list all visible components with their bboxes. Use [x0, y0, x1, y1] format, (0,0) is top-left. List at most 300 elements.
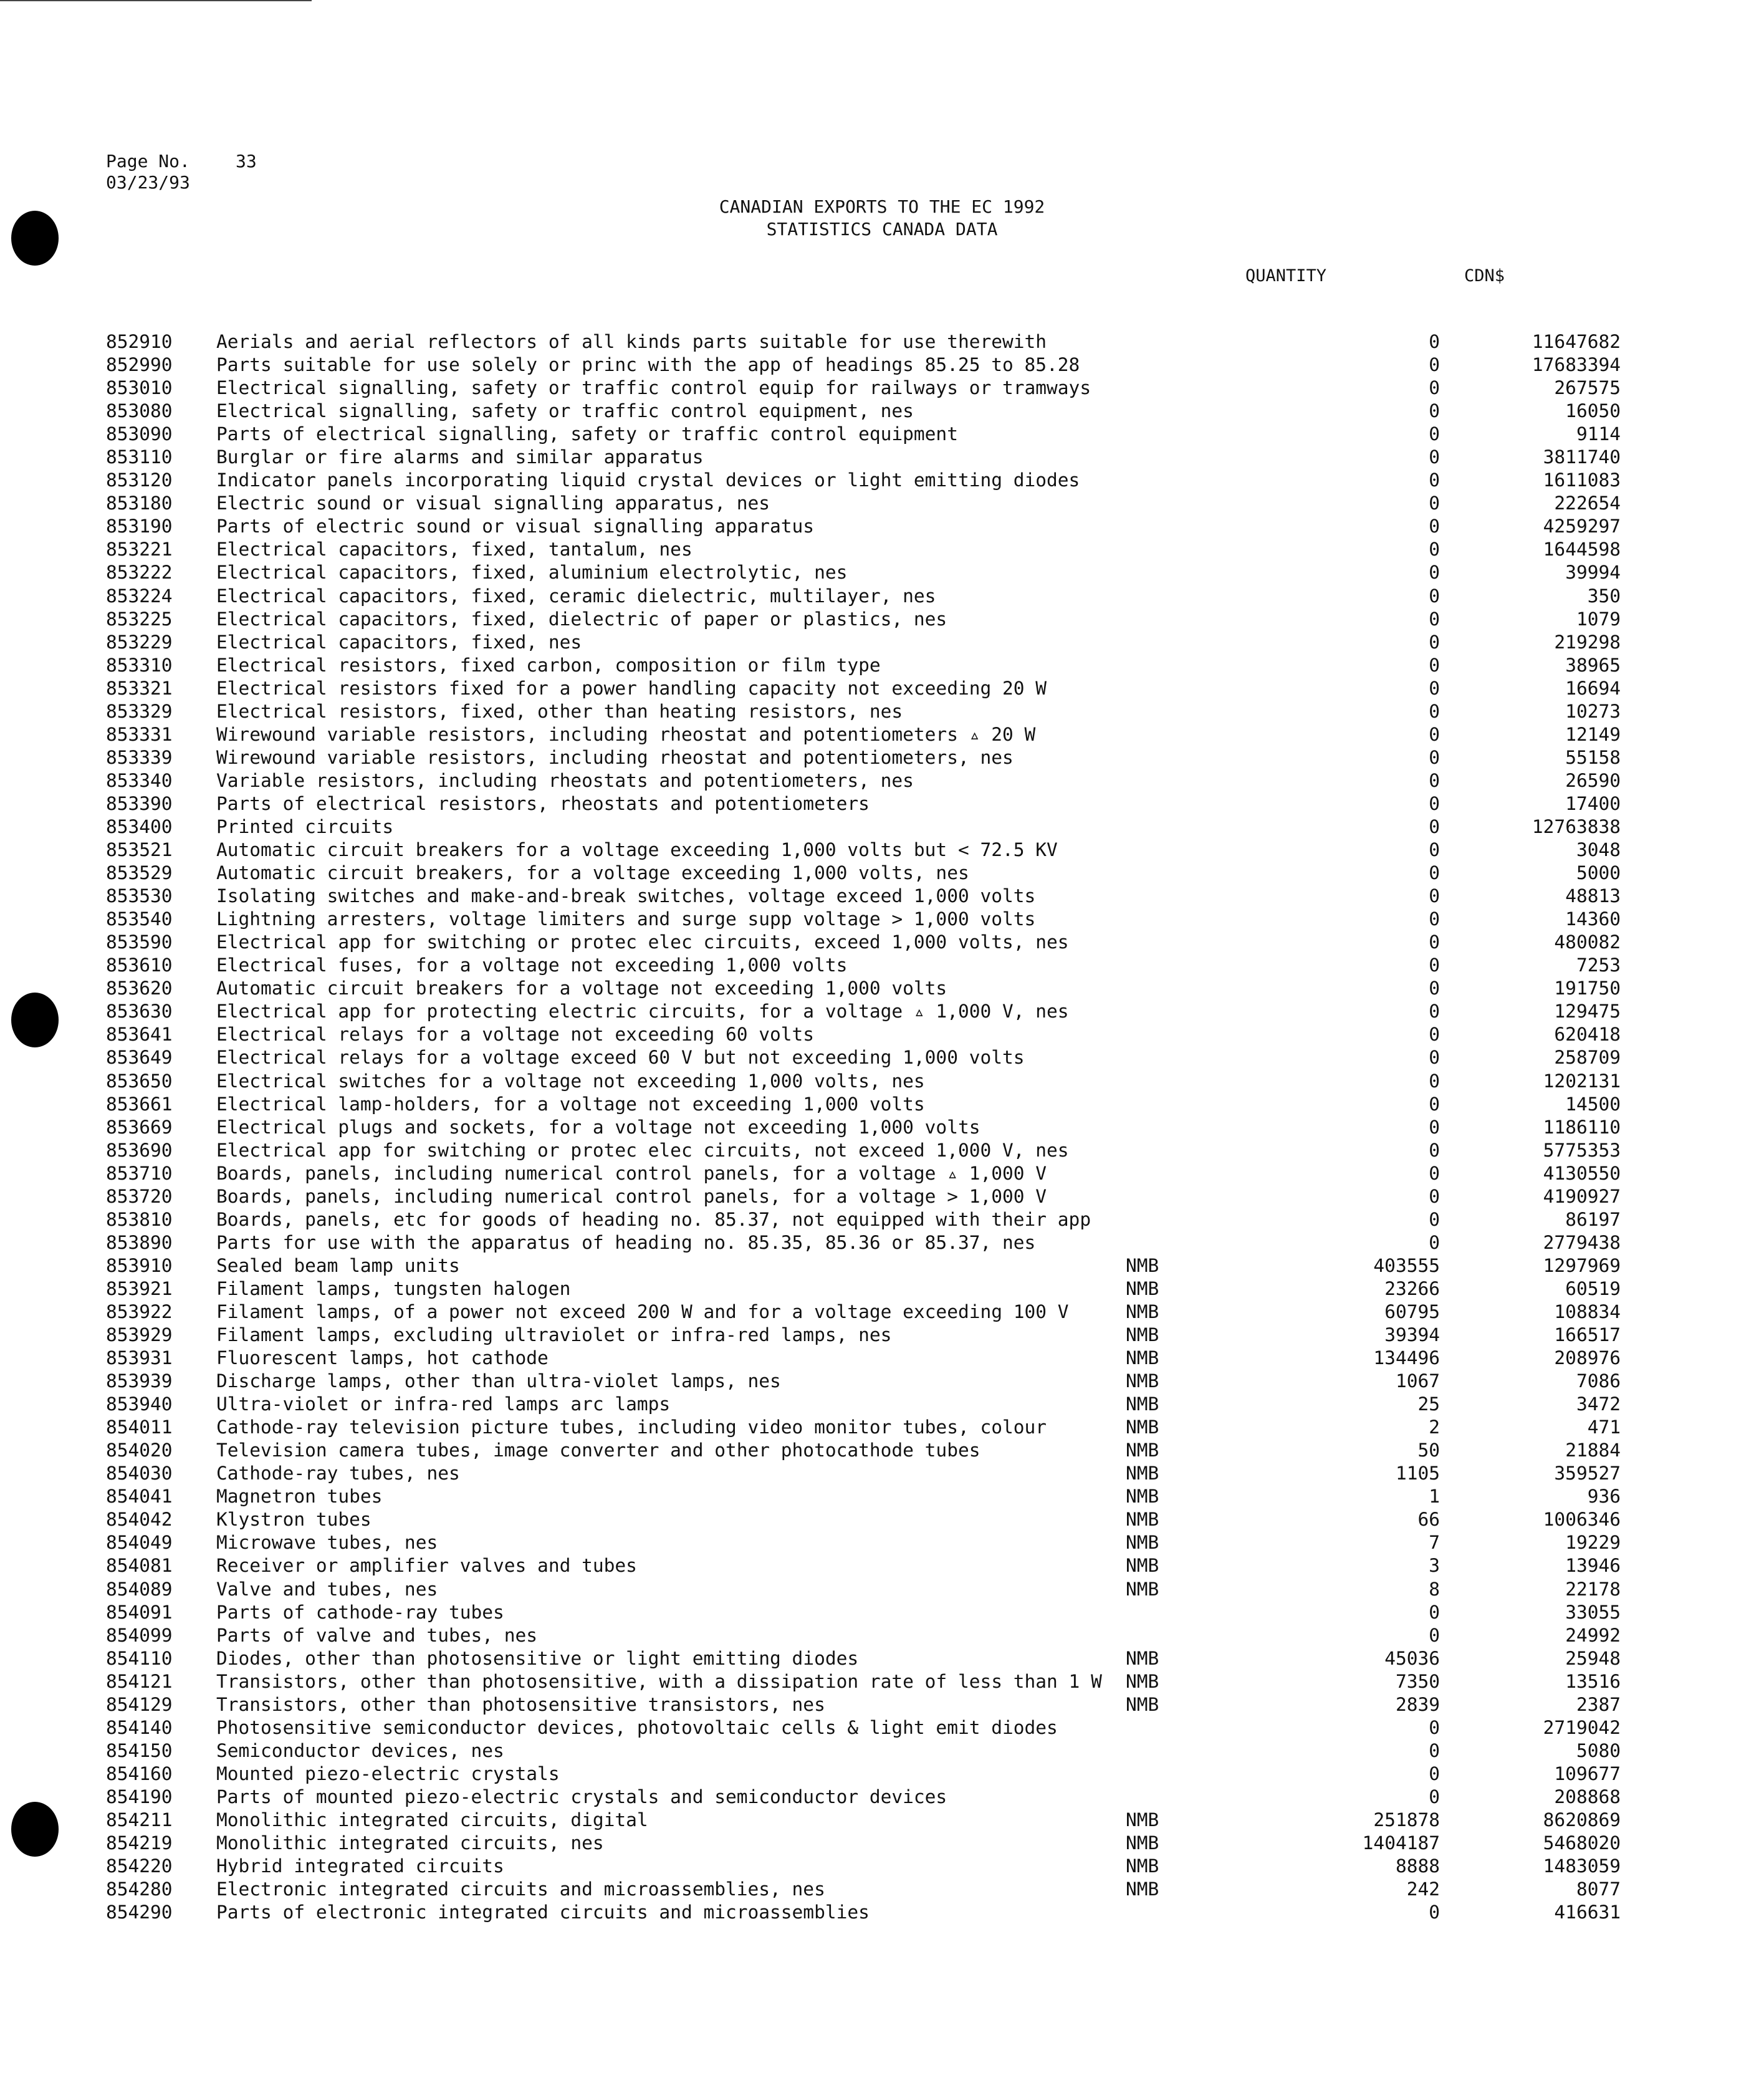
table-row: [106, 585, 1621, 608]
cdn-dollar-value: 208976: [1554, 1347, 1621, 1369]
cdn-dollar-value: 19229: [1565, 1532, 1621, 1554]
quantity-value: 66: [1417, 1509, 1440, 1531]
quantity-value: 0: [1429, 769, 1440, 791]
table-row: [106, 1670, 1621, 1693]
cdn-dollar-value: 1297969: [1543, 1254, 1621, 1276]
quantity-value: 0: [1429, 1001, 1440, 1022]
commodity-code: 853329: [106, 700, 173, 722]
cdn-dollar-value: 5000: [1576, 862, 1621, 884]
commodity-code: 853110: [106, 446, 173, 468]
cdn-dollar-value: 5468020: [1543, 1832, 1621, 1854]
cdn-dollar-value: 208868: [1554, 1786, 1621, 1807]
commodity-description: Electrical resistors, fixed carbon, composition or film type: [216, 654, 881, 676]
top-rule: [0, 0, 312, 1]
commodity-description: Hybrid integrated circuits: [216, 1855, 504, 1877]
commodity-code: 853931: [106, 1347, 173, 1369]
commodity-code: 854042: [106, 1509, 173, 1531]
table-row: [106, 862, 1621, 885]
unit-of-measure: NMB: [1126, 1855, 1159, 1877]
unit-of-measure: NMB: [1126, 1809, 1159, 1830]
cdn-dollar-value: 3048: [1576, 839, 1621, 861]
commodity-code: 854081: [106, 1555, 173, 1577]
commodity-code: 853190: [106, 516, 173, 537]
table-row: [106, 1370, 1621, 1393]
commodity-description: Parts suitable for use solely or princ with the app of headings 85.25 to 85.28: [216, 354, 1080, 376]
commodity-description: Parts of electronic integrated circuits and microassemblies: [216, 1902, 870, 1923]
table-row: [106, 1185, 1621, 1208]
cdn-dollar-value: 26590: [1565, 769, 1621, 791]
quantity-value: 2839: [1395, 1693, 1440, 1715]
quantity-value: 0: [1429, 354, 1440, 376]
table-row: [106, 1162, 1621, 1185]
cdn-dollar-value: 1202131: [1543, 1070, 1621, 1092]
page-number: 33: [236, 151, 257, 171]
commodity-code: 853610: [106, 955, 173, 976]
commodity-code: 854041: [106, 1486, 173, 1508]
table-row: [106, 400, 1621, 423]
commodity-description: Printed circuits: [216, 815, 394, 837]
unit-of-measure: NMB: [1126, 1693, 1159, 1715]
cdn-dollar-value: 5775353: [1543, 1139, 1621, 1161]
quantity-value: 0: [1429, 400, 1440, 422]
commodity-code: 853590: [106, 931, 173, 953]
table-row: [106, 1254, 1621, 1277]
table-row: [106, 377, 1621, 400]
quantity-value: 0: [1429, 585, 1440, 607]
commodity-code: 853120: [106, 469, 173, 491]
quantity-value: 0: [1429, 631, 1440, 653]
unit-of-measure: NMB: [1126, 1578, 1159, 1600]
table-row: [106, 1023, 1621, 1046]
quantity-value: 3: [1429, 1555, 1440, 1577]
commodity-code: 853650: [106, 1070, 173, 1092]
commodity-code: 853225: [106, 608, 173, 630]
commodity-code: 853390: [106, 792, 173, 814]
quantity-value: 0: [1429, 562, 1440, 584]
cdn-dollar-value: 22178: [1565, 1578, 1621, 1600]
quantity-value: 0: [1429, 955, 1440, 976]
quantity-value: 7350: [1395, 1670, 1440, 1692]
commodity-description: Electrical capacitors, fixed, ceramic dielectric, multilayer, nes: [216, 585, 936, 607]
commodity-description: Filament lamps, tungsten halogen: [216, 1277, 571, 1299]
page-label: Page No.: [106, 151, 190, 171]
commodity-code: 854110: [106, 1647, 173, 1669]
commodity-description: Monolithic integrated circuits, nes: [216, 1832, 604, 1854]
report-subtitle: STATISTICS CANADA DATA: [766, 219, 998, 239]
table-row: [106, 330, 1621, 354]
quantity-value: 1105: [1395, 1463, 1440, 1484]
table-row: [106, 954, 1621, 977]
table-row: [106, 1878, 1621, 1901]
cdn-dollar-value: 359527: [1554, 1463, 1621, 1484]
cdn-dollar-value: 13516: [1565, 1670, 1621, 1692]
table-row: [106, 654, 1621, 677]
table-row: [106, 1070, 1621, 1093]
table-row: [106, 1693, 1621, 1716]
commodity-description: Parts of electric sound or visual signalling apparatus: [216, 516, 815, 537]
table-row: [106, 815, 1621, 839]
unit-of-measure: NMB: [1126, 1417, 1159, 1438]
commodity-description: Electrical capacitors, fixed, nes: [216, 631, 582, 653]
quantity-value: 1404187: [1362, 1832, 1440, 1854]
commodity-code: 853229: [106, 631, 173, 653]
commodity-description: Parts for use with the apparatus of heading no. 85.35, 85.36 or 85.37, nes: [216, 1231, 1036, 1253]
commodity-code: 853649: [106, 1047, 173, 1069]
cdn-dollar-value: 14500: [1565, 1093, 1621, 1115]
commodity-code: 853940: [106, 1393, 173, 1415]
commodity-description: Electrical signalling, safety or traffic control equip for railways or tramways: [216, 377, 1091, 399]
commodity-description: Electrical relays for a voltage not exceeding 60 volts: [216, 1024, 815, 1046]
table-row: [106, 1716, 1621, 1739]
table-row: [106, 977, 1621, 1000]
commodity-code: 854220: [106, 1855, 173, 1877]
cdn-dollar-value: 267575: [1554, 377, 1621, 399]
quantity-value: 0: [1429, 331, 1440, 352]
cdn-dollar-value: 1079: [1576, 608, 1621, 630]
quantity-value: 0: [1429, 978, 1440, 999]
commodity-description: Boards, panels, including numerical control panels, for a voltage > 1,000 V: [216, 1185, 1047, 1207]
commodity-code: 854140: [106, 1716, 173, 1738]
quantity-value: 25: [1417, 1393, 1440, 1415]
quantity-value: 0: [1429, 1716, 1440, 1738]
unit-of-measure: NMB: [1126, 1463, 1159, 1484]
table-row: [106, 1763, 1621, 1786]
table-row: [106, 1601, 1621, 1624]
commodity-description: Electrical signalling, safety or traffic control equipment, nes: [216, 400, 914, 422]
commodity-description: Electrical app for protecting electric circuits, for a voltage ▵ 1,000 V, nes: [216, 1001, 1069, 1022]
commodity-description: Indicator panels incorporating liquid crystal devices or light emitting diodes: [216, 469, 1080, 491]
quantity-value: 23266: [1384, 1277, 1440, 1299]
cdn-dollar-value: 55158: [1565, 746, 1621, 768]
commodity-description: Filament lamps, excluding ultraviolet or infra-red lamps, nes: [216, 1324, 892, 1346]
commodity-description: Filament lamps, of a power not exceed 200 W and for a voltage exceeding 100 V: [216, 1301, 1069, 1322]
quantity-value: 0: [1429, 1116, 1440, 1138]
cdn-dollar-value: 25948: [1565, 1647, 1621, 1669]
quantity-value: 0: [1429, 1047, 1440, 1069]
commodity-description: Automatic circuit breakers for a voltage exceeding 1,000 volts but < 72.5 KV: [216, 839, 1058, 861]
commodity-code: 854030: [106, 1463, 173, 1484]
table-row: [106, 769, 1621, 792]
table-row: [106, 561, 1621, 584]
commodity-code: 853669: [106, 1116, 173, 1138]
table-row: [106, 1046, 1621, 1069]
cdn-dollar-value: 16694: [1565, 677, 1621, 699]
cdn-dollar-value: 191750: [1554, 978, 1621, 999]
table-row: [106, 1208, 1621, 1231]
table-row: [106, 677, 1621, 700]
cdn-dollar-value: 1611083: [1543, 469, 1621, 491]
quantity-value: 242: [1406, 1878, 1440, 1900]
table-row: [106, 515, 1621, 538]
quantity-value: 60795: [1384, 1301, 1440, 1322]
quantity-value: 8: [1429, 1578, 1440, 1600]
commodity-description: Monolithic integrated circuits, digital: [216, 1809, 648, 1830]
table-row: [106, 931, 1621, 954]
cdn-dollar-value: 1186110: [1543, 1116, 1621, 1138]
cdn-dollar-value: 10273: [1565, 700, 1621, 722]
table-row: [106, 700, 1621, 723]
cdn-dollar-value: 13946: [1565, 1555, 1621, 1577]
cdn-dollar-value: 936: [1587, 1486, 1621, 1508]
cdn-dollar-value: 2387: [1576, 1693, 1621, 1715]
cdn-dollar-value: 7253: [1576, 955, 1621, 976]
quantity-value: 8888: [1395, 1855, 1440, 1877]
commodity-code: 854099: [106, 1624, 173, 1646]
table-row: [106, 1093, 1621, 1116]
commodity-code: 853222: [106, 562, 173, 584]
commodity-description: Parts of electrical resistors, rheostats and potentiometers: [216, 792, 870, 814]
table-row: [106, 1324, 1621, 1347]
table-row: [106, 354, 1621, 377]
table-row: [106, 538, 1621, 561]
table-row: [106, 608, 1621, 631]
table-row: [106, 1393, 1621, 1416]
quantity-value: 0: [1429, 908, 1440, 930]
quantity-value: 0: [1429, 654, 1440, 676]
cdn-dollar-value: 1006346: [1543, 1509, 1621, 1531]
quantity-value: 0: [1429, 1763, 1440, 1784]
commodity-description: Electrical resistors, fixed, other than heating resistors, nes: [216, 700, 903, 722]
commodity-code: 854049: [106, 1532, 173, 1554]
unit-of-measure: NMB: [1126, 1509, 1159, 1531]
commodity-code: 853710: [106, 1162, 173, 1184]
commodity-description: Parts of mounted piezo-electric crystals and semiconductor devices: [216, 1786, 947, 1807]
quantity-value: 0: [1429, 792, 1440, 814]
commodity-description: Cathode-ray tubes, nes: [216, 1463, 460, 1484]
commodity-code: 853720: [106, 1185, 173, 1207]
cdn-dollar-value: 9114: [1576, 423, 1621, 445]
unit-of-measure: NMB: [1126, 1370, 1159, 1392]
commodity-code: 854160: [106, 1763, 173, 1784]
cdn-dollar-value: 11647682: [1532, 331, 1621, 352]
commodity-description: Microwave tubes, nes: [216, 1532, 438, 1554]
quantity-value: 1: [1429, 1486, 1440, 1508]
commodity-description: Television camera tubes, image converter and other photocathode tubes: [216, 1440, 980, 1461]
commodity-code: 853339: [106, 746, 173, 768]
commodity-code: 853810: [106, 1208, 173, 1230]
quantity-value: 0: [1429, 1786, 1440, 1807]
commodity-code: 853939: [106, 1370, 173, 1392]
commodity-description: Variable resistors, including rheostats and potentiometers, nes: [216, 769, 914, 791]
commodity-code: 853929: [106, 1324, 173, 1346]
table-row: [106, 1347, 1621, 1370]
cdn-dollar-value: 129475: [1554, 1001, 1621, 1022]
commodity-description: Electrical capacitors, fixed, aluminium electrolytic, nes: [216, 562, 848, 584]
commodity-code: 853090: [106, 423, 173, 445]
table-row: [106, 908, 1621, 931]
quantity-value: 2: [1429, 1417, 1440, 1438]
commodity-description: Automatic circuit breakers for a voltage not exceeding 1,000 volts: [216, 978, 947, 999]
table-row: [106, 1554, 1621, 1577]
table-row: [106, 1139, 1621, 1162]
commodity-description: Electronic integrated circuits and microassemblies, nes: [216, 1878, 825, 1900]
quantity-value: 0: [1429, 516, 1440, 537]
punch-hole: [11, 993, 59, 1047]
quantity-value: 0: [1429, 493, 1440, 514]
cdn-dollar-value: 24992: [1565, 1624, 1621, 1646]
unit-of-measure: NMB: [1126, 1347, 1159, 1369]
cdn-dollar-value: 108834: [1554, 1301, 1621, 1322]
table-row: [106, 1809, 1621, 1832]
commodity-description: Cathode-ray television picture tubes, including video monitor tubes, colour: [216, 1417, 1047, 1438]
quantity-value: 403555: [1373, 1254, 1440, 1276]
quantity-value: 0: [1429, 1070, 1440, 1092]
report-date: 03/23/93: [106, 172, 190, 193]
table-row: [106, 792, 1621, 815]
commodity-description: Boards, panels, including numerical control panels, for a voltage ▵ 1,000 V: [216, 1162, 1047, 1184]
cdn-dollar-value: 39994: [1565, 562, 1621, 584]
cdn-dollar-value: 2719042: [1543, 1716, 1621, 1738]
commodity-description: Parts of electrical signalling, safety or traffic control equipment: [216, 423, 958, 445]
cdn-dollar-value: 3472: [1576, 1393, 1621, 1415]
quantity-value: 45036: [1384, 1647, 1440, 1669]
punch-hole: [11, 1802, 59, 1857]
commodity-code: 853529: [106, 862, 173, 884]
commodity-description: Fluorescent lamps, hot cathode: [216, 1347, 549, 1369]
cdn-dollar-value: 480082: [1554, 931, 1621, 953]
commodity-description: Boards, panels, etc for goods of heading no. 85.37, not equipped with their app: [216, 1208, 1091, 1230]
commodity-description: Electrical switches for a voltage not exceeding 1,000 volts, nes: [216, 1070, 925, 1092]
cdn-dollar-value: 471: [1587, 1417, 1621, 1438]
commodity-code: 854011: [106, 1417, 173, 1438]
cdn-dollar-value: 1483059: [1543, 1855, 1621, 1877]
commodity-code: 853010: [106, 377, 173, 399]
quantity-value: 0: [1429, 423, 1440, 445]
commodity-description: Automatic circuit breakers, for a voltage exceeding 1,000 volts, nes: [216, 862, 969, 884]
cdn-dollar-value: 3811740: [1543, 446, 1621, 468]
table-row: [106, 1439, 1621, 1462]
quantity-value: 0: [1429, 446, 1440, 468]
commodity-code: 853310: [106, 654, 173, 676]
commodity-description: Parts of valve and tubes, nes: [216, 1624, 538, 1646]
cdn-dollar-value: 21884: [1565, 1440, 1621, 1461]
commodity-code: 854091: [106, 1601, 173, 1623]
cdn-dollar-value: 620418: [1554, 1024, 1621, 1046]
table-row: [106, 885, 1621, 908]
table-row: [106, 1277, 1621, 1301]
quantity-value: 0: [1429, 1624, 1440, 1646]
commodity-code: 854211: [106, 1809, 173, 1830]
table-row: [106, 1000, 1621, 1023]
commodity-code: 853331: [106, 723, 173, 745]
table-row: [106, 1739, 1621, 1763]
commodity-description: Electrical relays for a voltage exceed 60 V but not exceeding 1,000 volts: [216, 1047, 1025, 1069]
unit-of-measure: NMB: [1126, 1301, 1159, 1322]
commodity-code: 853890: [106, 1231, 173, 1253]
table-row: [106, 1485, 1621, 1508]
commodity-description: Aerials and aerial reflectors of all kinds parts suitable for use therewith: [216, 331, 1047, 352]
quantity-value: 0: [1429, 815, 1440, 837]
quantity-column-header: QUANTITY: [1245, 266, 1327, 286]
commodity-code: 853641: [106, 1024, 173, 1046]
commodity-code: 853661: [106, 1093, 173, 1115]
cdn-dollar-value: 38965: [1565, 654, 1621, 676]
quantity-value: 0: [1429, 1024, 1440, 1046]
quantity-value: 0: [1429, 1185, 1440, 1207]
commodity-description: Sealed beam lamp units: [216, 1254, 460, 1276]
commodity-description: Isolating switches and make-and-break switches, voltage exceed 1,000 volts: [216, 885, 1036, 907]
cdn-dollar-value: 219298: [1554, 631, 1621, 653]
quantity-value: 0: [1429, 1739, 1440, 1761]
table-row: [106, 1578, 1621, 1601]
quantity-value: 0: [1429, 746, 1440, 768]
table-row: [106, 631, 1621, 654]
commodity-description: Diodes, other than photosensitive or light emitting diodes: [216, 1647, 859, 1669]
commodity-description: Transistors, other than photosensitive, with a dissipation rate of less than 1 W: [216, 1670, 1102, 1692]
table-row: [106, 1116, 1621, 1139]
cdn-dollar-value: 166517: [1554, 1324, 1621, 1346]
quantity-value: 0: [1429, 608, 1440, 630]
commodity-code: 853690: [106, 1139, 173, 1161]
quantity-value: 0: [1429, 1231, 1440, 1253]
unit-of-measure: NMB: [1126, 1647, 1159, 1669]
cdn-dollar-value: 4130550: [1543, 1162, 1621, 1184]
quantity-value: 0: [1429, 377, 1440, 399]
commodity-code: 854280: [106, 1878, 173, 1900]
quantity-value: 0: [1429, 931, 1440, 953]
cdn-dollar-value: 12763838: [1532, 815, 1621, 837]
unit-of-measure: NMB: [1126, 1832, 1159, 1854]
commodity-code: 853620: [106, 978, 173, 999]
quantity-value: 50: [1417, 1440, 1440, 1461]
table-row: [106, 1647, 1621, 1670]
cdn-dollar-value: 14360: [1565, 908, 1621, 930]
commodity-code: 854150: [106, 1739, 173, 1761]
commodity-description: Valve and tubes, nes: [216, 1578, 438, 1600]
commodity-code: 853630: [106, 1001, 173, 1022]
table-row: [106, 1416, 1621, 1439]
commodity-description: Electrical app for switching or protec elec circuits, exceed 1,000 volts, nes: [216, 931, 1069, 953]
cdn-dollar-value: 416631: [1554, 1902, 1621, 1923]
commodity-code: 854121: [106, 1670, 173, 1692]
commodity-code: 853910: [106, 1254, 173, 1276]
commodity-code: 853221: [106, 539, 173, 560]
quantity-value: 0: [1429, 700, 1440, 722]
commodity-description: Semiconductor devices, nes: [216, 1739, 504, 1761]
table-row: [106, 1508, 1621, 1531]
quantity-value: 0: [1429, 1093, 1440, 1115]
commodity-description: Receiver or amplifier valves and tubes: [216, 1555, 637, 1577]
commodity-description: Parts of cathode-ray tubes: [216, 1601, 504, 1623]
cdn-dollar-value: 16050: [1565, 400, 1621, 422]
commodity-description: Electrical lamp-holders, for a voltage not exceeding 1,000 volts: [216, 1093, 925, 1115]
commodity-code: 853224: [106, 585, 173, 607]
cdn-dollar-value: 60519: [1565, 1277, 1621, 1299]
commodity-code: 854190: [106, 1786, 173, 1807]
quantity-value: 0: [1429, 677, 1440, 699]
commodity-code: 854290: [106, 1902, 173, 1923]
commodity-code: 853400: [106, 815, 173, 837]
commodity-description: Electrical capacitors, fixed, dielectric of paper or plastics, nes: [216, 608, 947, 630]
quantity-value: 1067: [1395, 1370, 1440, 1392]
commodity-description: Wirewound variable resistors, including rheostat and potentiometers ▵ 20 W: [216, 723, 1036, 745]
unit-of-measure: NMB: [1126, 1486, 1159, 1508]
commodity-code: 852990: [106, 354, 173, 376]
table-row: [106, 746, 1621, 769]
cdn-dollar-value: 48813: [1565, 885, 1621, 907]
quantity-value: 0: [1429, 1208, 1440, 1230]
unit-of-measure: NMB: [1126, 1393, 1159, 1415]
quantity-value: 7: [1429, 1532, 1440, 1554]
table-row: [106, 1462, 1621, 1485]
commodity-description: Electrical resistors fixed for a power handling capacity not exceeding 20 W: [216, 677, 1047, 699]
commodity-code: 854020: [106, 1440, 173, 1461]
commodity-code: 853180: [106, 493, 173, 514]
commodity-description: Electrical capacitors, fixed, tantalum, nes: [216, 539, 693, 560]
quantity-value: 251878: [1373, 1809, 1440, 1830]
table-row: [106, 1786, 1621, 1809]
cdn-dollar-value: 8077: [1576, 1878, 1621, 1900]
